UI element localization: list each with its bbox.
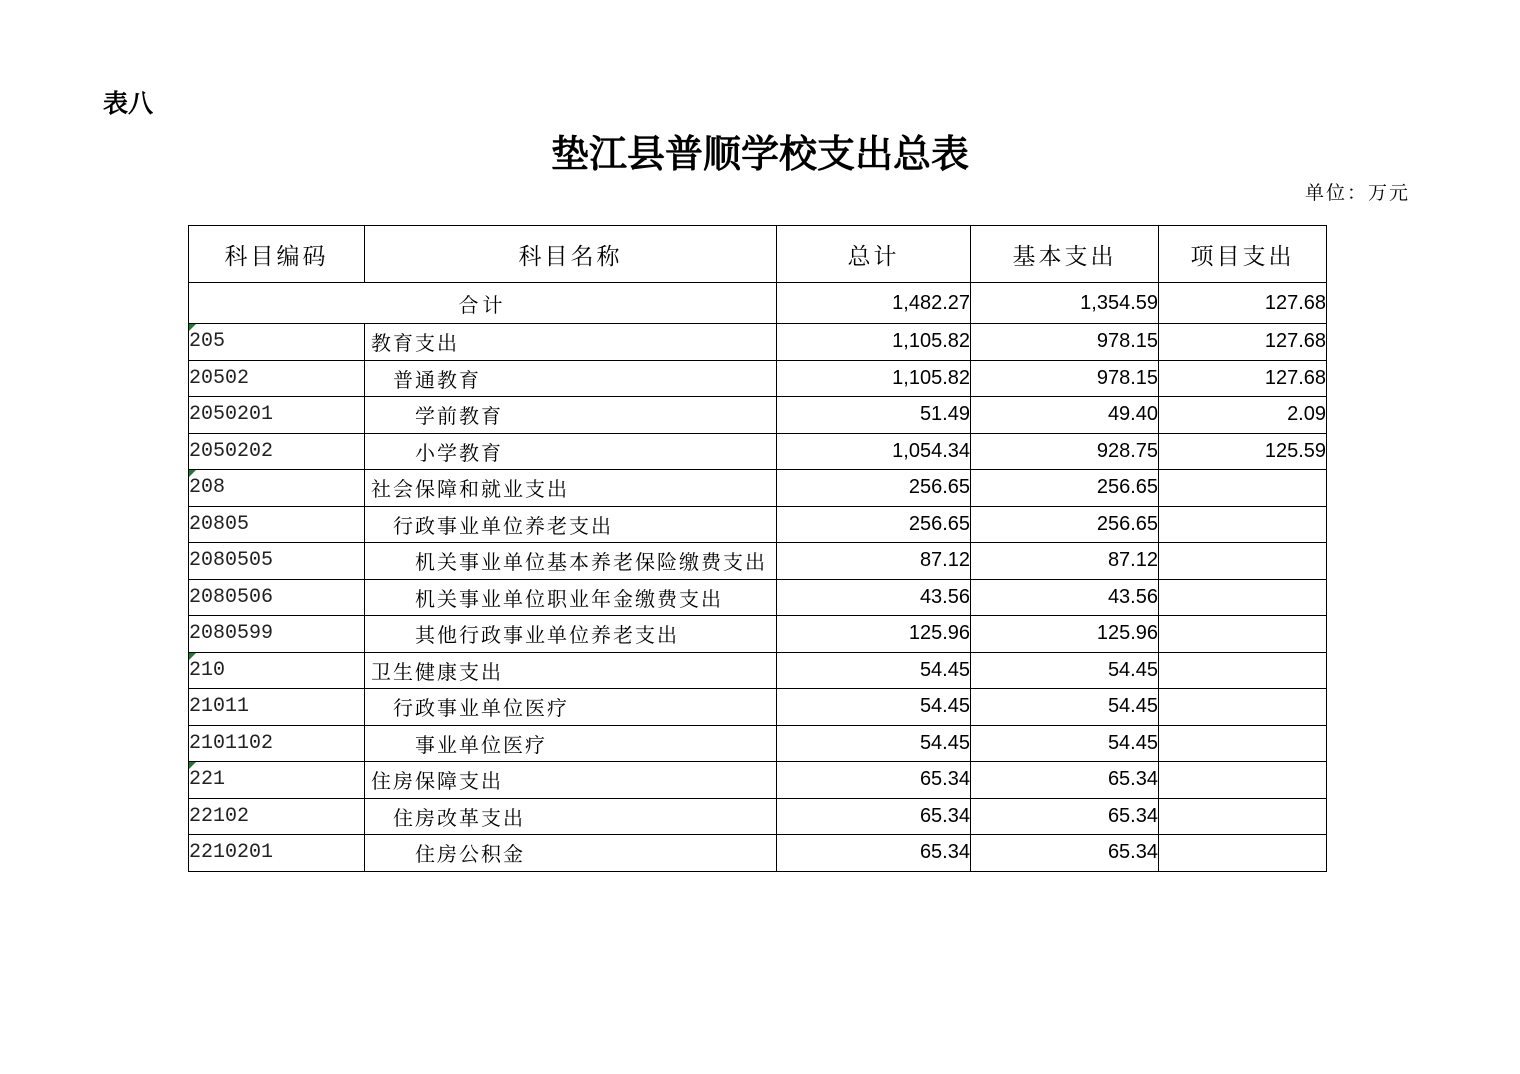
cell-comment-marker-icon [189, 324, 196, 331]
total-cell-text: 54.45 [919, 658, 970, 681]
basic-expense-cell-text: 978.15 [1096, 366, 1158, 389]
basic-expense-cell-text: 256.65 [1096, 512, 1158, 535]
subject-name-cell-text: 住房公积金 [415, 842, 525, 867]
project-expense-cell [1159, 543, 1327, 580]
basic-expense-cell-text: 978.15 [1096, 330, 1158, 353]
total-cell-text: 87.12 [919, 549, 970, 572]
subject-name-cell [365, 579, 777, 616]
subject-name-cell [365, 433, 777, 470]
total-cell [777, 725, 971, 762]
basic-expense-cell-text: 49.40 [1107, 403, 1158, 426]
basic-expense-cell-text: 65.34 [1107, 768, 1158, 791]
cell-comment-marker-icon [189, 653, 196, 660]
basic-expense-cell-text: 43.56 [1107, 585, 1158, 608]
subject-code-cell-text: 20502 [189, 366, 250, 390]
subject-code-cell [189, 324, 365, 361]
subject-name-cell [365, 835, 777, 872]
basic-expense-cell [971, 543, 1159, 580]
expenditure-table [188, 225, 1327, 872]
table-row [189, 725, 1327, 762]
subject-name-cell-text: 事业单位医疗 [415, 732, 547, 757]
basic-expense-cell-text: 928.75 [1096, 439, 1158, 462]
total-cell-text: 1,054.34 [892, 439, 970, 462]
table-header-row [189, 226, 1327, 283]
project-expense-cell [1159, 433, 1327, 470]
subject-code-cell [189, 762, 365, 799]
subject-code-cell [189, 616, 365, 653]
subject-name-cell [365, 543, 777, 580]
subject-name-cell-text: 行政事业单位医疗 [393, 696, 569, 721]
subject-code-cell-text: 22102 [189, 804, 250, 828]
project-expense-cell [1159, 835, 1327, 872]
subject-name-cell-text: 教育支出 [371, 331, 459, 356]
subject-name-cell [365, 689, 777, 726]
document-title: 垫江县普顺学校支出总表 [550, 131, 969, 176]
subject-code-cell [189, 397, 365, 434]
total-cell-text: 43.56 [919, 585, 970, 608]
project-expense-cell-text: 2.09 [1287, 403, 1326, 426]
subject-name-cell [365, 652, 777, 689]
table-row [189, 762, 1327, 799]
subject-name-cell-text: 住房保障支出 [371, 769, 503, 794]
subject-code-cell-text: 2080506 [189, 585, 274, 609]
table-row [189, 579, 1327, 616]
subject-code-cell-text: 221 [189, 768, 226, 792]
project-expense-cell-text: 125.59 [1264, 439, 1326, 462]
subject-code-cell [189, 433, 365, 470]
basic-expense-cell [971, 506, 1159, 543]
basic-expense-cell [971, 616, 1159, 653]
total-cell [777, 652, 971, 689]
project-expense-cell [1159, 470, 1327, 507]
table-row [189, 835, 1327, 872]
total-cell [777, 579, 971, 616]
subject-code-cell-text: 2050201 [189, 403, 274, 427]
basic-expense-cell-text: 54.45 [1107, 695, 1158, 718]
subject-name-cell-text: 卫生健康支出 [371, 659, 503, 684]
subject-name-cell [365, 762, 777, 799]
subject-name-cell [365, 798, 777, 835]
table-row [189, 616, 1327, 653]
basic-expense-cell-text: 54.45 [1107, 731, 1158, 754]
table-row [189, 324, 1327, 361]
total-cell [777, 798, 971, 835]
project-expense-cell [1159, 324, 1327, 361]
subject-code-cell-text: 208 [189, 476, 226, 500]
project-expense-cell [1159, 798, 1327, 835]
total-cell-text: 65.34 [919, 768, 970, 791]
table-row [189, 360, 1327, 397]
basic-expense-cell-text: 256.65 [1096, 476, 1158, 499]
total-cell-text: 54.45 [919, 731, 970, 754]
project-expense-cell-text: 127.68 [1264, 366, 1326, 389]
basic-expense-cell [971, 470, 1159, 507]
basic-expense-cell [971, 798, 1159, 835]
basic-expense-cell [971, 835, 1159, 872]
subject-code-cell-text: 2101102 [189, 731, 274, 755]
subject-name-cell [365, 616, 777, 653]
subject-code-cell [189, 689, 365, 726]
subject-code-cell [189, 543, 365, 580]
subject-code-cell-text: 210 [189, 658, 226, 682]
subject-code-cell-text: 21011 [189, 695, 250, 719]
basic-expense-cell [971, 324, 1159, 361]
subject-code-cell [189, 579, 365, 616]
project-expense-cell [1159, 506, 1327, 543]
subject-code-cell [189, 835, 365, 872]
total-cell [777, 397, 971, 434]
subject-code-cell-text: 2050202 [189, 439, 274, 463]
basic-expense-cell-text: 125.96 [1096, 622, 1158, 645]
table-number-label: 表八 [103, 89, 154, 118]
subject-code-cell [189, 725, 365, 762]
summary-row [189, 283, 1327, 324]
summary-project: 127.68 [1159, 283, 1327, 324]
column-header-name: 科目名称 [365, 226, 777, 283]
total-cell [777, 470, 971, 507]
project-expense-cell [1159, 689, 1327, 726]
project-expense-cell [1159, 579, 1327, 616]
total-cell-text: 1,105.82 [892, 366, 970, 389]
subject-code-cell-text: 2210201 [189, 841, 274, 865]
unit-label: 单位：万元 [1304, 182, 1410, 204]
total-cell-text: 256.65 [908, 476, 970, 499]
subject-name-cell-text: 机关事业单位基本养老保险缴费支出 [415, 550, 767, 575]
project-expense-cell [1159, 652, 1327, 689]
total-cell-text: 51.49 [919, 403, 970, 426]
table-row [189, 543, 1327, 580]
total-cell-text: 1,105.82 [892, 330, 970, 353]
basic-expense-cell [971, 689, 1159, 726]
basic-expense-cell [971, 762, 1159, 799]
subject-code-cell-text: 2080505 [189, 549, 274, 573]
total-cell-text: 65.34 [919, 841, 970, 864]
subject-name-cell-text: 住房改革支出 [393, 805, 525, 830]
total-cell [777, 835, 971, 872]
project-expense-cell [1159, 397, 1327, 434]
total-cell-text: 54.45 [919, 695, 970, 718]
subject-name-cell-text: 机关事业单位职业年金缴费支出 [415, 586, 723, 611]
subject-code-cell [189, 360, 365, 397]
subject-name-cell [365, 506, 777, 543]
total-cell [777, 616, 971, 653]
subject-name-cell-text: 小学教育 [415, 440, 503, 465]
total-cell [777, 433, 971, 470]
summary-label: 合计 [189, 283, 777, 324]
table-row [189, 652, 1327, 689]
table-row [189, 689, 1327, 726]
total-cell-text: 256.65 [908, 512, 970, 535]
table-row [189, 506, 1327, 543]
total-cell [777, 689, 971, 726]
subject-code-cell-text: 20805 [189, 512, 250, 536]
table-row [189, 470, 1327, 507]
total-cell [777, 506, 971, 543]
basic-expense-cell [971, 725, 1159, 762]
subject-name-cell [365, 725, 777, 762]
table-row [189, 433, 1327, 470]
basic-expense-cell-text: 54.45 [1107, 658, 1158, 681]
summary-basic: 1,354.59 [971, 283, 1159, 324]
basic-expense-cell [971, 579, 1159, 616]
column-header-total: 总计 [777, 226, 971, 283]
subject-code-cell-text: 205 [189, 330, 226, 354]
summary-total: 1,482.27 [777, 283, 971, 324]
basic-expense-cell-text: 87.12 [1107, 549, 1158, 572]
basic-expense-cell [971, 360, 1159, 397]
subject-code-cell [189, 798, 365, 835]
column-header-code: 科目编码 [189, 226, 365, 283]
subject-name-cell [365, 397, 777, 434]
subject-code-cell [189, 506, 365, 543]
total-cell [777, 543, 971, 580]
total-cell-text: 125.96 [908, 622, 970, 645]
basic-expense-cell-text: 65.34 [1107, 804, 1158, 827]
subject-name-cell-text: 其他行政事业单位养老支出 [415, 623, 679, 648]
basic-expense-cell [971, 397, 1159, 434]
cell-comment-marker-icon [189, 762, 196, 769]
table-row [189, 798, 1327, 835]
table-row [189, 397, 1327, 434]
column-header-project: 项目支出 [1159, 226, 1327, 283]
subject-name-cell [365, 324, 777, 361]
project-expense-cell [1159, 360, 1327, 397]
project-expense-cell [1159, 725, 1327, 762]
basic-expense-cell [971, 652, 1159, 689]
project-expense-cell-text: 127.68 [1264, 330, 1326, 353]
total-cell [777, 324, 971, 361]
subject-name-cell [365, 360, 777, 397]
subject-name-cell [365, 470, 777, 507]
project-expense-cell [1159, 616, 1327, 653]
subject-code-cell-text: 2080599 [189, 622, 274, 646]
project-expense-cell [1159, 762, 1327, 799]
cell-comment-marker-icon [189, 470, 196, 477]
subject-name-cell-text: 普通教育 [393, 367, 481, 392]
subject-code-cell [189, 470, 365, 507]
total-cell [777, 762, 971, 799]
basic-expense-cell-text: 65.34 [1107, 841, 1158, 864]
subject-name-cell-text: 学前教育 [415, 404, 503, 429]
column-header-basic: 基本支出 [971, 226, 1159, 283]
subject-code-cell [189, 652, 365, 689]
total-cell-text: 65.34 [919, 804, 970, 827]
subject-name-cell-text: 行政事业单位养老支出 [393, 513, 613, 538]
subject-name-cell-text: 社会保障和就业支出 [371, 477, 569, 502]
total-cell [777, 360, 971, 397]
basic-expense-cell [971, 433, 1159, 470]
